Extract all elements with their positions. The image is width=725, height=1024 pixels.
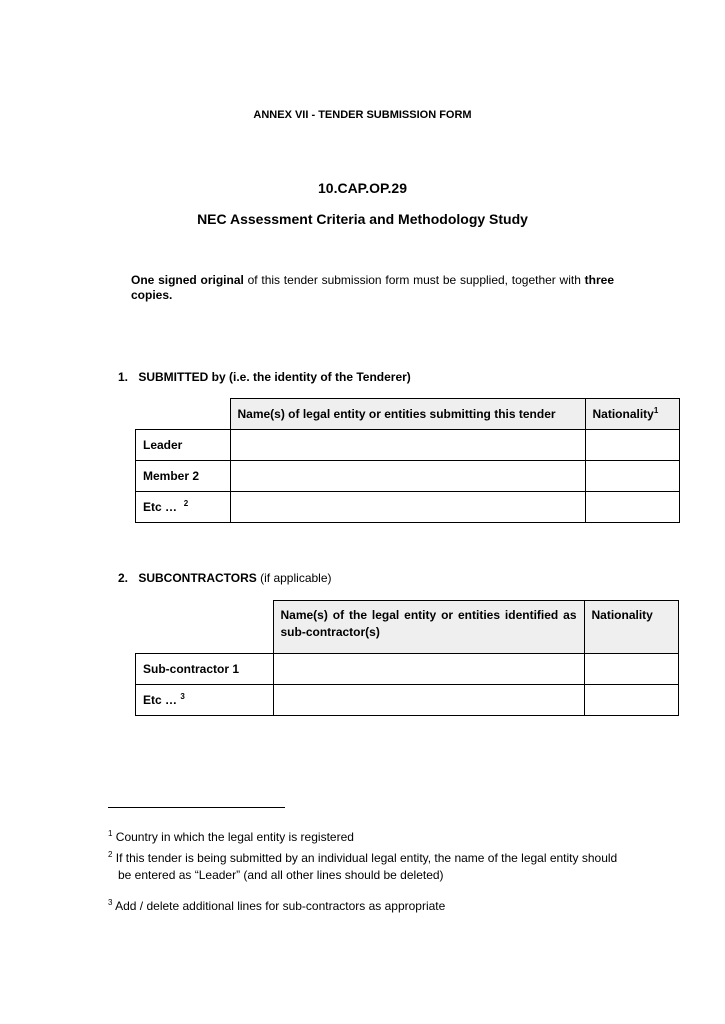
column-header-name: Name(s) of legal entity or entities submitting this tender	[230, 399, 585, 430]
member-2-nationality-field[interactable]	[585, 461, 679, 492]
member-2-name-field[interactable]	[230, 461, 585, 492]
row-label-subcontractor-1: Sub-contractor 1	[136, 654, 274, 685]
etc-label: Etc …	[143, 693, 178, 707]
submitted-by-table	[135, 398, 680, 523]
table-header-row	[136, 601, 679, 654]
column-header-name: Name(s) of the legal entity or entities identified as sub-contractor(s)	[273, 601, 584, 654]
table-header-row	[136, 399, 680, 430]
etc-name-field[interactable]	[273, 685, 584, 716]
etc-nationality-field[interactable]	[584, 685, 678, 716]
column-header-nationality: Nationality	[584, 601, 678, 654]
footnote-ref-2: 2	[183, 499, 189, 508]
footnote-3	[108, 898, 445, 915]
nationality-label: Nationality	[592, 407, 654, 421]
section-2-number: 2.	[118, 571, 129, 585]
footnote-1	[108, 829, 354, 846]
subcontractor-1-name-field[interactable]	[273, 654, 584, 685]
footnote-3-text: Add / delete additional lines for sub-contractors as appropriate	[115, 899, 446, 913]
section-1-title: SUBMITTED by (i.e. the identity of the Tenderer)	[138, 370, 411, 384]
etc-label: Etc …	[143, 500, 178, 514]
footnote-2-text: If this tender is being submitted by an individual legal entity, the name of the legal entity should	[115, 851, 618, 865]
footnote-2-marker: 2	[108, 850, 113, 859]
empty-corner-cell	[136, 601, 274, 654]
annex-heading: ANNEX VII - TENDER SUBMISSION FORM	[253, 109, 472, 121]
empty-corner-cell	[136, 399, 231, 430]
row-label-member-2: Member 2	[136, 461, 231, 492]
subcontractor-1-nationality-field[interactable]	[584, 654, 678, 685]
row-label-etc	[136, 492, 231, 523]
table-row	[136, 492, 680, 523]
leader-name-field[interactable]	[230, 430, 585, 461]
row-label-etc	[136, 685, 274, 716]
etc-nationality-field[interactable]	[585, 492, 679, 523]
tender-reference-code: 10.CAP.OP.29	[318, 180, 407, 196]
footnote-divider	[108, 807, 285, 808]
column-header-nationality	[585, 399, 679, 430]
leader-nationality-field[interactable]	[585, 430, 679, 461]
row-label-leader: Leader	[136, 430, 231, 461]
table-row	[136, 461, 680, 492]
footnote-2	[108, 850, 648, 884]
intro-bold-original: One signed original	[131, 273, 244, 287]
table-row	[136, 430, 680, 461]
subcontractors-table	[135, 600, 679, 716]
footnote-ref-3: 3	[180, 692, 185, 701]
footnote-1-text: Country in which the legal entity is registered	[115, 830, 354, 844]
table-row	[136, 654, 679, 685]
footnote-ref-1: 1	[653, 406, 659, 415]
section-1-heading	[118, 370, 411, 384]
section-2-heading	[118, 571, 332, 585]
intro-text: of this tender submission form must be supplied, together with	[243, 273, 585, 287]
section-1-number: 1.	[118, 370, 129, 384]
intro-bold-copies: three copies.	[131, 273, 614, 302]
etc-name-field[interactable]	[230, 492, 585, 523]
footnote-3-marker: 3	[108, 898, 113, 907]
intro-paragraph	[131, 273, 614, 303]
table-row	[136, 685, 679, 716]
document-title: NEC Assessment Criteria and Methodology Study	[197, 211, 528, 227]
section-2-title: SUBCONTRACTORS	[138, 571, 257, 585]
footnote-2-continuation: be entered as “Leader” (and all other lines should be deleted)	[118, 868, 444, 882]
section-2-suffix: (if applicable)	[256, 571, 332, 585]
footnote-1-marker: 1	[108, 829, 113, 838]
